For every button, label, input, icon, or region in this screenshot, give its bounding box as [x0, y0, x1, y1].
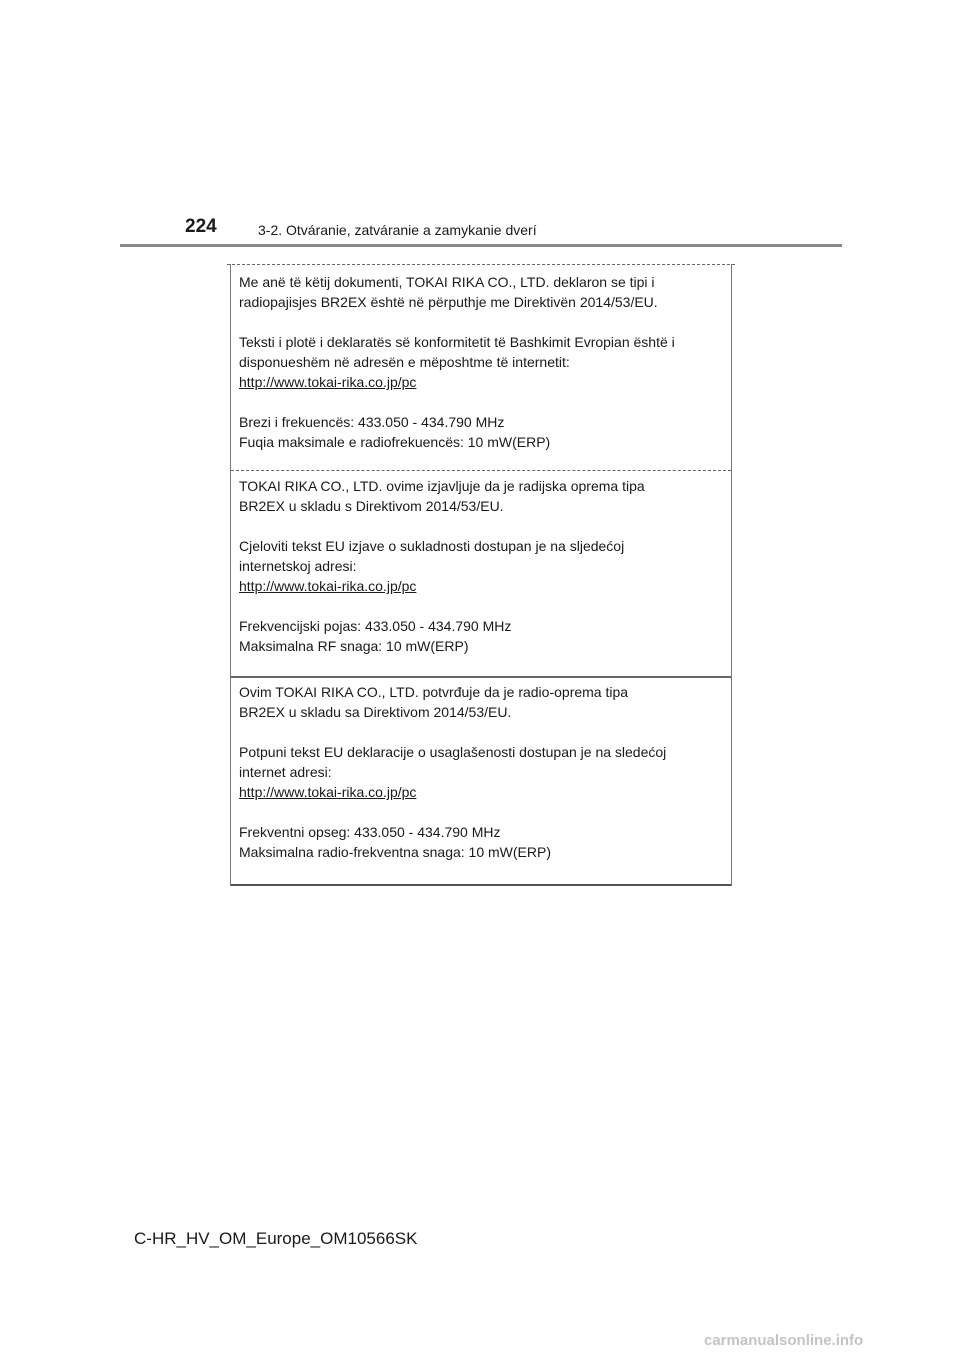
watermark: carmanualsonline.info — [704, 1332, 864, 1349]
section-divider — [231, 676, 731, 678]
declaration-link[interactable]: http://www.tokai-rika.co.jp/pc — [239, 374, 417, 390]
declaration-albanian — [239, 272, 725, 452]
max-power: Fuqia maksimale e radiofrekuencës: 10 mW(ERP) — [239, 434, 551, 450]
availability-line: disponueshëm në adresën e mëposhtme të internetit: — [239, 354, 570, 370]
intro-line: BR2EX u skladu sa Direktivom 2014/53/EU. — [239, 704, 512, 720]
availability-line: Cjeloviti tekst EU izjave o sukladnosti dostupan je na sljedećoj — [239, 538, 625, 554]
availability-line: Potpuni tekst EU deklaracije o usaglašenosti dostupan je na sledećoj — [239, 744, 667, 760]
declaration-serbian — [239, 682, 725, 862]
max-power: Maksimalna RF snaga: 10 mW(ERP) — [239, 638, 469, 654]
document-id: C-HR_HV_OM_Europe_OM10566SK — [134, 1229, 418, 1248]
frequency-band: Frekventni opseg: 433.050 - 434.790 MHz — [239, 824, 501, 840]
max-power: Maksimalna radio-frekventna snaga: 10 mW(ERP) — [239, 844, 552, 860]
intro-line: Me anë të këtij dokumenti, TOKAI RIKA CO., LTD. deklaron se tipi i — [239, 274, 655, 290]
availability-line: Teksti i plotë i deklaratës së konformitetit të Bashkimit Evropian është i — [239, 334, 675, 350]
declaration-box — [230, 264, 732, 886]
declaration-croatian — [239, 476, 725, 656]
declaration-link[interactable]: http://www.tokai-rika.co.jp/pc — [239, 784, 417, 800]
intro-line: TOKAI RIKA CO., LTD. ovime izjavljuje da je radijska oprema tipa — [239, 478, 645, 494]
section-divider — [231, 470, 731, 471]
frequency-band: Frekvencijski pojas: 433.050 - 434.790 MHz — [239, 618, 512, 634]
section-title: 3-2. Otváranie, zatváranie a zamykanie dverí — [258, 222, 537, 238]
intro-line: Ovim TOKAI RIKA CO., LTD. potvrđuje da je radio-oprema tipa — [239, 684, 629, 700]
intro-line: BR2EX u skladu s Direktivom 2014/53/EU. — [239, 498, 504, 514]
availability-line: internetskoj adresi: — [239, 558, 357, 574]
availability-line: internet adresi: — [239, 764, 332, 780]
page-number: 224 — [185, 216, 217, 237]
frequency-band: Brezi i frekuencës: 433.050 - 434.790 MHz — [239, 414, 505, 430]
declaration-link[interactable]: http://www.tokai-rika.co.jp/pc — [239, 578, 417, 594]
header-rule — [120, 244, 842, 247]
intro-line: radiopajisjes BR2EX është në përputhje me Direktivën 2014/53/EU. — [239, 294, 658, 310]
